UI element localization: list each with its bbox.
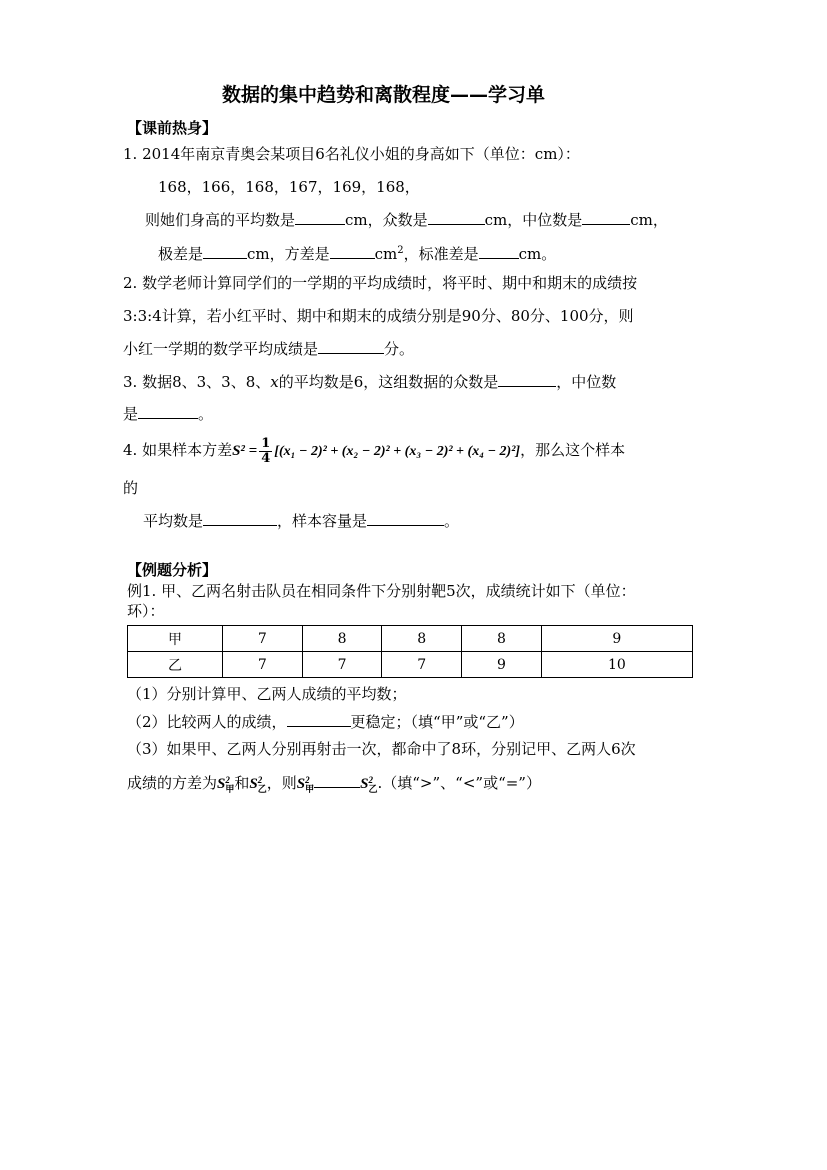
ex1-p2-tail: 更稳定；（填“甲”或“乙”） <box>350 713 524 731</box>
q3-median-blank[interactable] <box>138 403 198 419</box>
s-jia-2: S 2 甲 <box>296 774 315 794</box>
q1-sup: 2 <box>397 245 404 256</box>
q3-mode-blank[interactable] <box>498 371 556 387</box>
q2-line1: 2. 数学老师计算同学们的一学期的平均成绩时，将平时、期中和期末的成绩按 <box>123 274 638 292</box>
s-jia-1: S 2 甲 <box>217 774 235 794</box>
q1-unit: cm， <box>630 211 668 229</box>
q3-mode-label: 的平均数是6，这组数据的众数是 <box>278 373 499 391</box>
q1-median-label: cm，中位数是 <box>484 211 583 229</box>
q3-median-label: ，中位数 <box>556 373 617 391</box>
q4-frac-num: 1 <box>261 435 271 451</box>
q1-range-blank[interactable] <box>203 243 247 259</box>
table-cell: 9 <box>462 652 542 678</box>
s-yi-1: S 2 乙 <box>249 774 267 794</box>
q4-fraction <box>259 437 272 466</box>
q4-line2: 的 <box>123 479 139 497</box>
score-table <box>127 625 693 678</box>
q2-end: 分。 <box>384 340 415 358</box>
q4-end: 。 <box>444 512 460 530</box>
table-row <box>128 652 693 678</box>
q4-label: 4. 如果样本方差 <box>123 441 233 459</box>
q2-label: 小红一学期的数学平均成绩是 <box>123 340 319 358</box>
q1-variance-label: cm，方差是 <box>247 245 330 263</box>
q3-var: x <box>270 373 279 391</box>
q3-line2 <box>123 403 213 424</box>
ex1-line2: 环）： <box>127 602 165 620</box>
q4-mean-label: 平均数是 <box>143 512 204 530</box>
q4-s2: S² = <box>232 443 258 459</box>
q3-end: 。 <box>198 405 214 423</box>
q1-mode-blank[interactable] <box>428 209 485 225</box>
table-cell: 8 <box>302 626 382 652</box>
table-row <box>128 626 693 652</box>
q1-intro: 1. 2014年南京青奥会某项目6名礼仪小姐的身高如下（单位：cm）： <box>123 145 580 163</box>
ex1-p3-tail: .（填“>”、“<”或“=”） <box>377 774 541 792</box>
q1-variance-blank[interactable] <box>330 243 375 259</box>
q1-line2 <box>158 241 556 264</box>
q1-median-blank[interactable] <box>582 209 630 225</box>
table-cell: 8 <box>382 626 462 652</box>
table-cell: 甲 <box>128 626 223 652</box>
q3-is: 是 <box>123 405 139 423</box>
table-cell: 9 <box>541 626 692 652</box>
q2-line3 <box>123 338 414 359</box>
table-cell: 7 <box>223 626 303 652</box>
ex1-and: 和 <box>234 774 250 792</box>
q4-frac-den: 4 <box>261 450 271 466</box>
ex1-line1: 例1. 甲、乙两名射击队员在相同条件下分别射靶5次，成绩统计如下（单位： <box>127 582 636 600</box>
q4-mean-blank[interactable] <box>203 510 277 526</box>
q2-blank[interactable] <box>318 338 384 354</box>
ex1-compare-blank[interactable] <box>314 772 360 788</box>
page-title: 数据的集中趋势和离散程度——学习单 <box>222 84 546 106</box>
q1-std-label: ，标准差是 <box>403 245 479 263</box>
table-cell: 10 <box>541 652 692 678</box>
s-yi-2: S 2 乙 <box>360 774 378 794</box>
q1-end: cm。 <box>518 245 557 263</box>
q4-size-label: ，样本容量是 <box>277 512 368 530</box>
q4-formula: [(x₁ − 2)² + (x₂ − 2)² + (x₃ − 2)² + (x₄ − 2)²] <box>274 444 521 459</box>
q4-line3 <box>143 510 459 531</box>
table-cell: 7 <box>382 652 462 678</box>
section-examples: 【例题分析】 <box>127 561 218 579</box>
q1-line1 <box>145 209 668 230</box>
q2-line2: 3:3:4计算，若小红平时、期中和期末的成绩分别是90分、80分、100分，则 <box>123 307 634 325</box>
q1-range-label: 极差是 <box>158 245 204 263</box>
q4-size-blank[interactable] <box>367 510 444 526</box>
q1-mean-blank[interactable] <box>295 209 345 225</box>
table-cell: 8 <box>462 626 542 652</box>
ex1-part3-line2 <box>127 772 541 794</box>
q3-line1 <box>123 371 616 392</box>
q1-cm: cm <box>374 245 398 263</box>
q1-mode-label: cm，众数是 <box>345 211 428 229</box>
ex1-p2-label: （2）比较两人的成绩， <box>127 713 287 731</box>
q1-mean-label: 则她们身高的平均数是 <box>145 211 296 229</box>
table-cell: 7 <box>223 652 303 678</box>
ex1-p3-label: 成绩的方差为 <box>127 774 218 792</box>
q1-data: 168，166，168，167，169，168， <box>158 178 420 196</box>
ex1-then: ，则 <box>266 774 297 792</box>
ex1-part1: （1）分别计算甲、乙两人成绩的平均数； <box>127 685 407 703</box>
ex1-p2-blank[interactable] <box>287 711 351 727</box>
q4-tail: ，那么这个样本 <box>520 441 626 459</box>
table-cell: 乙 <box>128 652 223 678</box>
ex1-part2 <box>127 711 524 732</box>
table-cell: 7 <box>302 652 382 678</box>
q1-std-blank[interactable] <box>479 243 519 259</box>
ex1-part3-line1: （3）如果甲、乙两人分别再射击一次，都命中了8环，分别记甲、乙两人6次 <box>127 740 636 758</box>
q4-line1 <box>123 436 625 466</box>
section-warmup: 【课前热身】 <box>127 119 218 137</box>
q3-data: 3. 数据8、3、3、8、 <box>123 373 271 391</box>
